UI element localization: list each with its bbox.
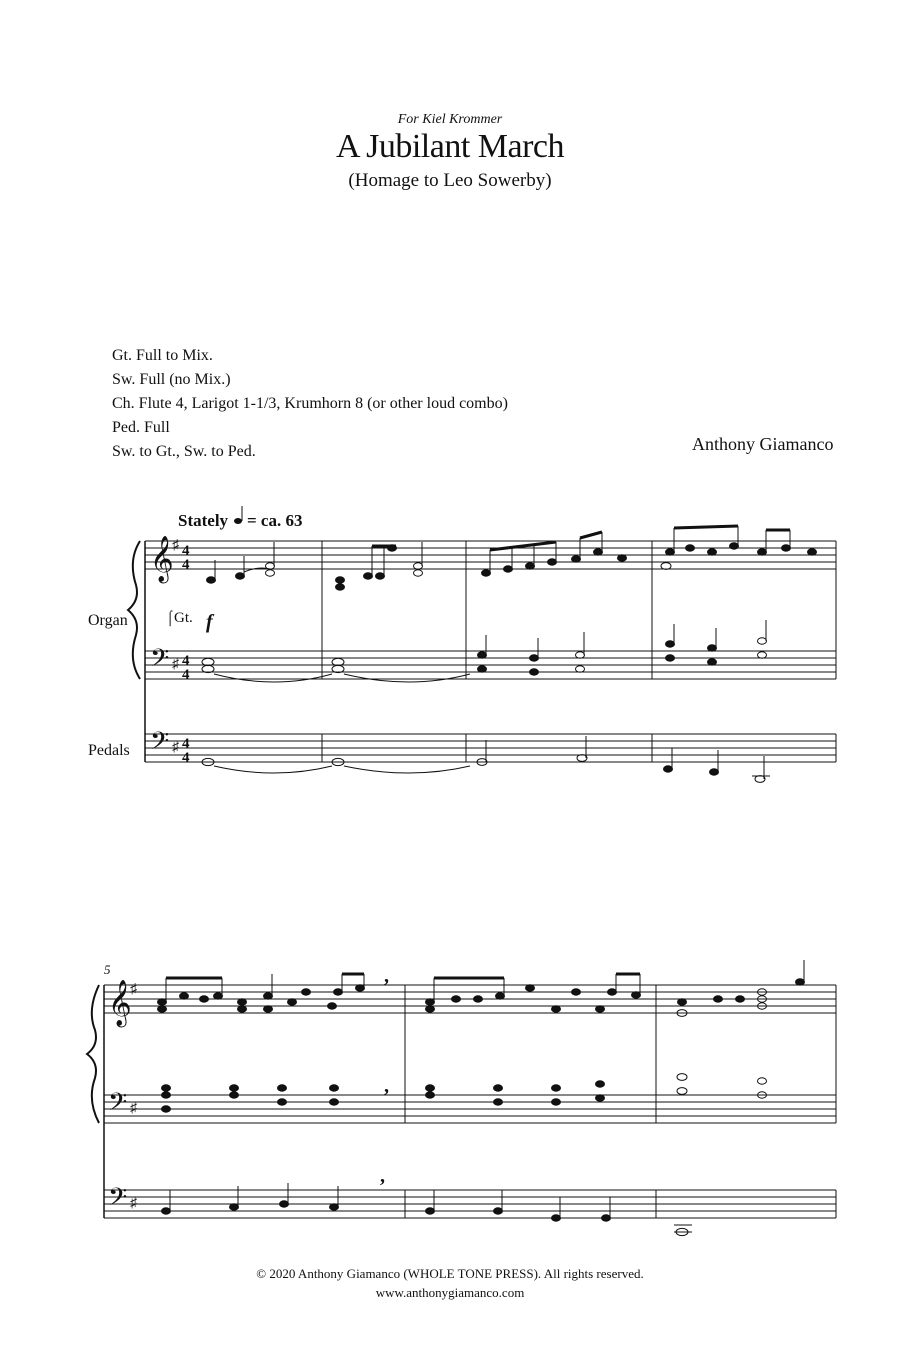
sharp-icon: ♯: [172, 657, 179, 672]
piece-subtitle: (Homage to Leo Sowerby): [348, 170, 552, 191]
manual-label: Gt.: [174, 610, 193, 626]
composer-name: Anthony Giamanco: [692, 434, 834, 454]
time-sig-top: 4: [182, 653, 190, 669]
copyright: © 2020 Anthony Giamanco (WHOLE TONE PRESS). All rights reserved.: [256, 1266, 644, 1281]
measure-number: 5: [104, 962, 111, 977]
notes-system-2: [158, 960, 805, 1236]
breath-mark: ,: [380, 1165, 385, 1187]
sharp-icon: ♯: [130, 982, 137, 997]
svg-text:⌠: ⌠: [166, 611, 175, 626]
treble-clef-icon: 𝄞: [150, 536, 174, 581]
instrument-pedals: Pedals: [88, 742, 130, 759]
registration-pedal: Ped. Full: [112, 419, 170, 436]
brace-icon: [128, 541, 140, 679]
registration-couplers: Sw. to Gt., Sw. to Ped.: [112, 443, 256, 460]
pedal-staff-2: [104, 1190, 836, 1218]
time-sig-top: 4: [182, 736, 190, 752]
sharp-icon: ♯: [130, 1101, 137, 1116]
bass-clef-icon: 𝄢: [108, 1089, 128, 1122]
dedication: For Kiel Krommer: [397, 112, 503, 127]
bass-staff-1: [145, 651, 836, 679]
bass-clef-icon: 𝄢: [150, 728, 170, 761]
bass-clef-icon: 𝄢: [150, 645, 170, 678]
bass-clef-icon: 𝄢: [108, 1184, 128, 1217]
registration-choir: Ch. Flute 4, Larigot 1-1/3, Krumhorn 8 (or other loud combo): [112, 395, 508, 412]
dynamic-marking: f: [206, 611, 213, 633]
piece-title: A Jubilant March: [335, 128, 565, 165]
sharp-icon: ♯: [172, 740, 179, 755]
notes-system-1: [202, 526, 817, 782]
treble-clef-icon: 𝄞: [108, 980, 132, 1025]
brace-icon: [87, 985, 99, 1123]
breath-mark: ,: [384, 1075, 389, 1097]
time-sig-top: 4: [182, 543, 190, 559]
sharp-icon: ♯: [172, 538, 179, 553]
time-sig-bottom: 4: [182, 750, 190, 766]
time-sig-bottom: 4: [182, 557, 190, 573]
registration-great: Gt. Full to Mix.: [112, 347, 213, 364]
tempo-note-icon: [234, 518, 242, 524]
breath-mark: ,: [384, 965, 389, 987]
pedal-staff-1: [145, 734, 836, 762]
tempo-value: = ca. 63: [247, 511, 303, 530]
bass-staff-2: [104, 1095, 836, 1123]
time-sig-bottom: 4: [182, 667, 190, 683]
instrument-organ: Organ: [88, 612, 128, 629]
tempo-word: Stately: [178, 511, 229, 530]
registration-swell: Sw. Full (no Mix.): [112, 371, 231, 388]
sharp-icon: ♯: [130, 1196, 137, 1211]
website-link[interactable]: www.anthonygiamanco.com: [375, 1285, 525, 1300]
treble-staff-2: [104, 985, 836, 1013]
